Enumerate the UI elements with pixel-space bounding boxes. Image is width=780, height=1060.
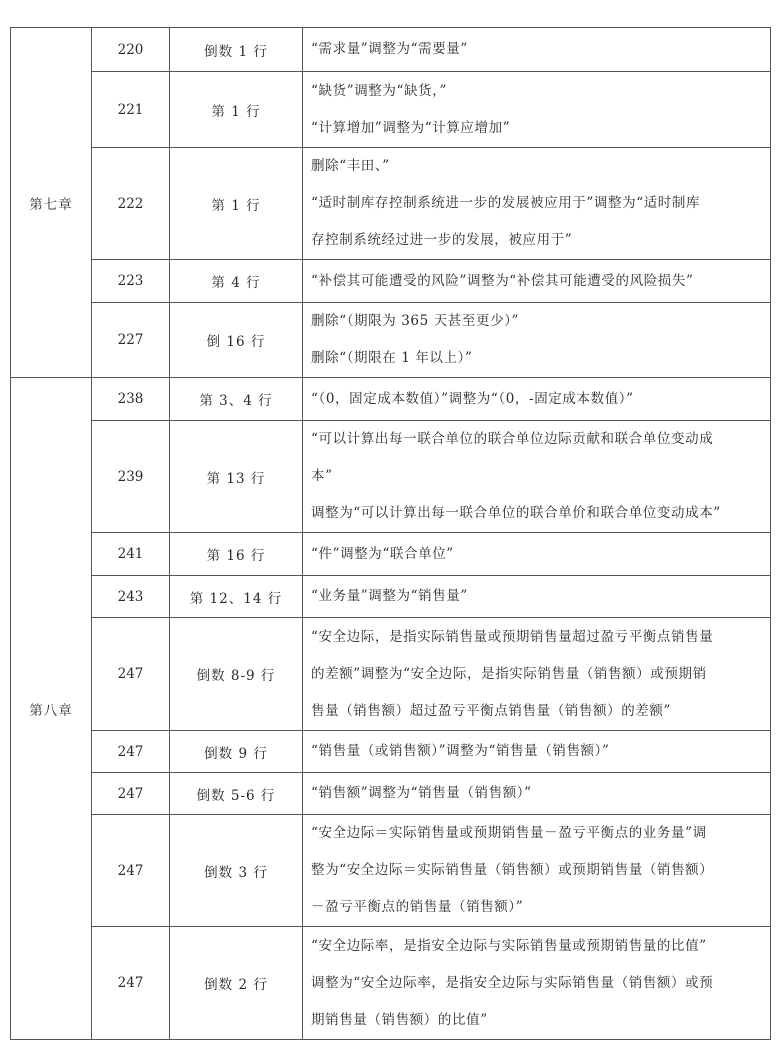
correction-content-cell bbox=[303, 148, 771, 260]
table-row bbox=[11, 815, 771, 927]
correction-text-line: 调整为“可以计算出每一联合单位的联合单价和联合单位变动成本” bbox=[311, 505, 721, 521]
page-number-cell: 247 bbox=[92, 927, 170, 1040]
correction-text-line: －盈亏平衡点的销售量（销售额）” bbox=[311, 899, 524, 915]
correction-text-line: 的差额”调整为“安全边际，是指实际销售量（销售额）或预期销 bbox=[311, 665, 707, 682]
correction-text-line: “补偿其可能遭受的风险”调整为“补偿其可能遭受的风险损失” bbox=[311, 272, 694, 289]
table-row bbox=[11, 533, 771, 576]
page-number-cell: 241 bbox=[92, 533, 170, 576]
table-row bbox=[11, 303, 771, 378]
line-location-cell: 第 1 行 bbox=[170, 148, 303, 260]
line-location-cell: 倒数 3 行 bbox=[170, 815, 303, 927]
table-row bbox=[11, 148, 771, 260]
correction-text-line: 删除“（期限在 1 年以上）” bbox=[311, 350, 473, 366]
table-row bbox=[11, 576, 771, 618]
table-row bbox=[11, 378, 771, 421]
line-location-cell: 第 4 行 bbox=[170, 260, 303, 303]
correction-text-line: “可以计算出每一联合单位的联合单位边际贡献和联合单位变动成 bbox=[311, 431, 714, 447]
table-row bbox=[11, 28, 771, 72]
errata-table bbox=[10, 27, 771, 1040]
correction-content-cell bbox=[303, 576, 771, 618]
line-location-cell: 第 1 行 bbox=[170, 72, 303, 148]
correction-text-line: “适时制库存控制系统进一步的发展被应用于”调整为“适时制库 bbox=[311, 195, 701, 211]
page-number-cell: 247 bbox=[92, 731, 170, 773]
correction-text-line: “（0，固定成本数值）”调整为“（0，-固定成本数值）” bbox=[311, 390, 634, 407]
page-number-cell: 247 bbox=[92, 815, 170, 927]
page-number-cell: 239 bbox=[92, 421, 170, 533]
correction-text-line: “安全边际，是指实际销售量或预期销售量超过盈亏平衡点销售量 bbox=[311, 628, 714, 645]
chapter-cell: 第八章 bbox=[11, 378, 92, 1040]
correction-text-line: “业务量”调整为“销售量” bbox=[311, 588, 468, 604]
correction-content-cell bbox=[303, 927, 771, 1040]
correction-text-line: 整为“安全边际＝实际销售量（销售额）或预期销售量（销售额） bbox=[311, 862, 714, 878]
table-row bbox=[11, 421, 771, 533]
correction-text-line: “缺货”调整为“缺货，” bbox=[311, 82, 448, 99]
table-row bbox=[11, 773, 771, 815]
line-location-cell: 第 3、4 行 bbox=[170, 378, 303, 421]
page-number-cell: 220 bbox=[92, 28, 170, 72]
correction-text-line: “计算增加”调整为“计算应增加” bbox=[311, 119, 511, 136]
errata-table-body bbox=[11, 28, 771, 1040]
correction-text-line: 调整为“安全边际率，是指安全边际与实际销售量（销售额）或预 bbox=[311, 974, 714, 991]
table-row bbox=[11, 731, 771, 773]
chapter-cell: 第七章 bbox=[11, 28, 92, 378]
correction-content-cell bbox=[303, 773, 771, 815]
line-location-cell: 第 13 行 bbox=[170, 421, 303, 533]
line-location-cell: 倒数 1 行 bbox=[170, 28, 303, 72]
page-number-cell: 243 bbox=[92, 576, 170, 618]
line-location-cell: 第 12、14 行 bbox=[170, 576, 303, 618]
line-location-cell: 倒数 2 行 bbox=[170, 927, 303, 1040]
table-row bbox=[11, 72, 771, 148]
correction-content-cell bbox=[303, 815, 771, 927]
correction-content-cell bbox=[303, 260, 771, 303]
correction-text-line: 售量（销售额）超过盈亏平衡点销售量（销售额）的差额” bbox=[311, 702, 672, 719]
correction-content-cell bbox=[303, 533, 771, 576]
correction-content-cell bbox=[303, 72, 771, 148]
correction-content-cell bbox=[303, 421, 771, 533]
correction-text-line: “需求量”调整为“需要量” bbox=[311, 41, 468, 57]
correction-text-line: “安全边际＝实际销售量或预期销售量－盈亏平衡点的业务量”调 bbox=[311, 825, 707, 841]
correction-content-cell bbox=[303, 618, 771, 731]
correction-text-line: 存控制系统经过进一步的发展，被应用于” bbox=[311, 232, 573, 248]
table-row bbox=[11, 260, 771, 303]
correction-text-line: “件”调整为“联合单位” bbox=[311, 545, 454, 562]
correction-text-line: 删除“丰田、” bbox=[311, 158, 390, 174]
line-location-cell: 倒数 9 行 bbox=[170, 731, 303, 773]
line-location-cell: 倒数 8-9 行 bbox=[170, 618, 303, 731]
correction-text-line: 本” bbox=[311, 468, 333, 484]
correction-text-line: 删除“（期限为 365 天甚至更少）” bbox=[311, 313, 520, 329]
correction-content-cell bbox=[303, 731, 771, 773]
page-number-cell: 223 bbox=[92, 260, 170, 303]
page-number-cell: 238 bbox=[92, 378, 170, 421]
page-number-cell: 247 bbox=[92, 773, 170, 815]
page-number-cell: 247 bbox=[92, 618, 170, 731]
page-number-cell: 222 bbox=[92, 148, 170, 260]
correction-content-cell bbox=[303, 28, 771, 72]
line-location-cell: 第 16 行 bbox=[170, 533, 303, 576]
page-number-cell: 221 bbox=[92, 72, 170, 148]
page-number-cell: 227 bbox=[92, 303, 170, 378]
table-row bbox=[11, 618, 771, 731]
correction-text-line: “销售额”调整为“销售量（销售额）” bbox=[311, 785, 532, 801]
line-location-cell: 倒 16 行 bbox=[170, 303, 303, 378]
correction-text-line: “安全边际率，是指安全边际与实际销售量或预期销售量的比值” bbox=[311, 937, 707, 954]
correction-content-cell bbox=[303, 378, 771, 421]
correction-text-line: “销售量（或销售额）”调整为“销售量（销售额）” bbox=[311, 743, 610, 759]
correction-content-cell bbox=[303, 303, 771, 378]
line-location-cell: 倒数 5-6 行 bbox=[170, 773, 303, 815]
correction-text-line: 期销售量（销售额）的比值” bbox=[311, 1011, 488, 1028]
table-row bbox=[11, 927, 771, 1040]
